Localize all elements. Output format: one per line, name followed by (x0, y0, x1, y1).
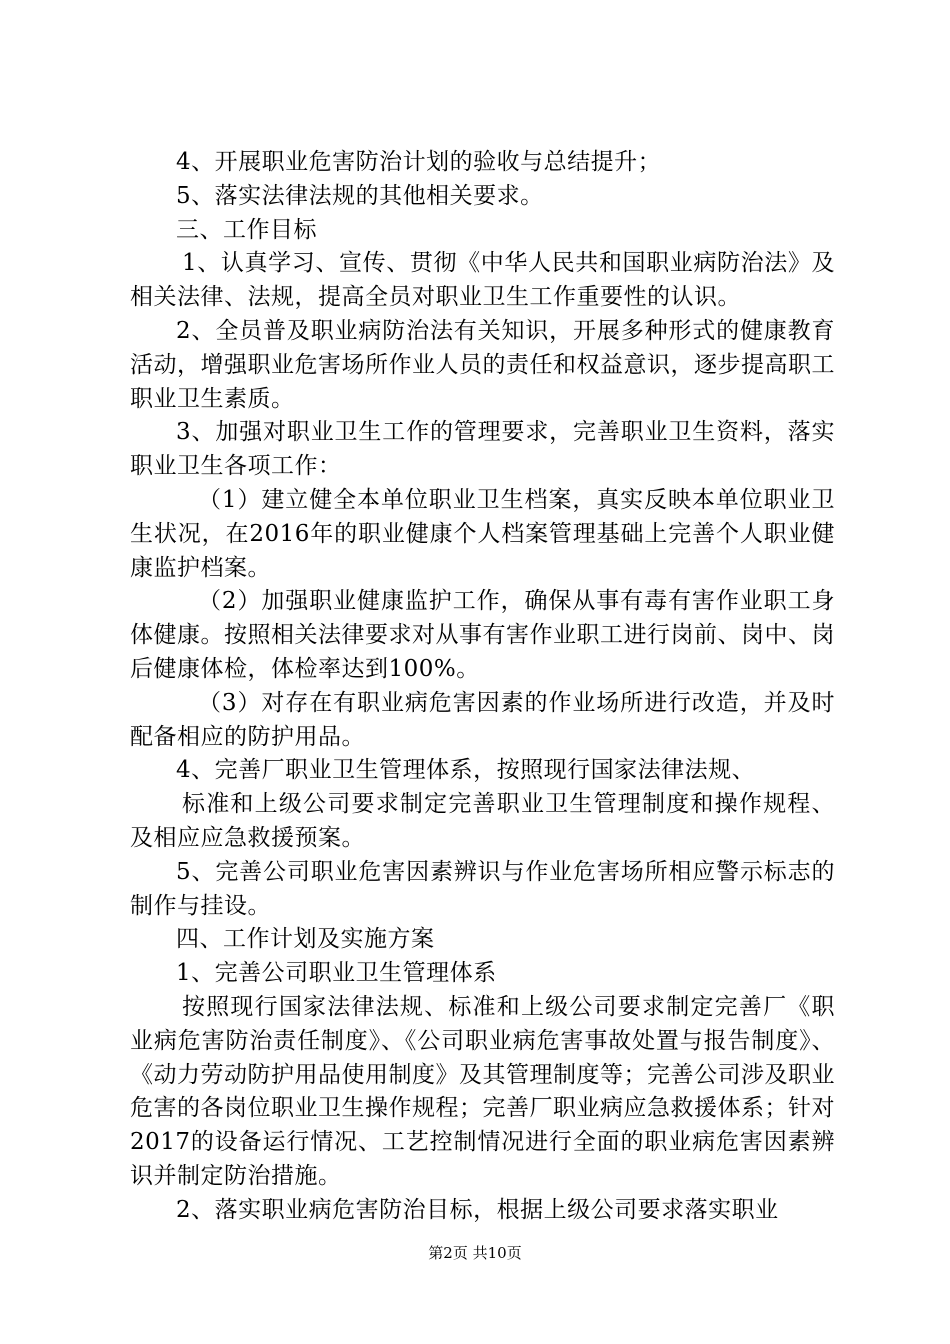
section-heading-plan: 四、工作计划及实施方案 (176, 926, 435, 953)
paragraph-4: 1、认真学习、宣传、贯彻《中华人民共和国职业病防治法》及相关法律、法规，提高全员对职业卫生工作重要性的认识。 (130, 250, 835, 311)
paragraph-7: （1）建立健全本单位职业卫生档案，真实反映本单位职业卫生状况，在2016年的职业健康个人档案管理基础上完善个人职业健康监护档案。 (130, 486, 835, 581)
paragraph-11: 标准和上级公司要求制定完善职业卫生管理制度和操作规程、及相应应急救援预案。 (130, 791, 835, 851)
paragraph-5: 2、全员普及职业病防治法有关知识，开展多种形式的健康教育活动，增强职业危害场所作业人员的责任和权益意识，逐步提高职工职业卫生素质。 (130, 317, 835, 412)
paragraph-15: 按照现行国家法律法规、标准和上级公司要求制定完善厂《职业病危害防治责任制度》、《公司职业病危害事故处置与报告制度》、《动力劳动防护用品使用制度》及其管理制度等；完善公司涉及职业危害的各岗位职业卫生操作规程；完善厂职业病应急救援体系；针对2017的设备运行情况、工艺控制情况进行全面的职业病危害因素辨识并制定防治措施。 (130, 993, 835, 1189)
subheading-management-system: 1、完善公司职业卫生管理体系 (176, 960, 497, 987)
paragraph-6: 3、加强对职业卫生工作的管理要求，完善职业卫生资料，落实职业卫生各项工作： (130, 419, 835, 480)
paragraph-16: 2、落实职业病危害防治目标，根据上级公司要求落实职业 (176, 1196, 779, 1223)
paragraph-9: （3）对存在有职业病危害因素的作业场所进行改造，并及时配备相应的防护用品。 (130, 689, 835, 750)
page-footer (0, 1243, 950, 1263)
paragraph-8: （2）加强职业健康监护工作，确保从事有毒有害作业职工身体健康。按照相关法律要求对从事有害作业职工进行岗前、岗中、岗后健康体检，体检率达到100%。 (130, 588, 835, 682)
paragraph-2: 5、落实法律法规的其他相关要求。 (176, 182, 544, 209)
paragraph-1: 4、开展职业危害防治计划的验收与总结提升； (176, 149, 662, 175)
section-heading-goals: 三、工作目标 (176, 216, 317, 243)
paragraph-10: 4、完善厂职业卫生管理体系，按照现行国家法律法规、 (176, 757, 756, 784)
page-number-label: 第2页 共10页 (428, 1244, 522, 1262)
paragraph-12: 5、完善公司职业危害因素辨识与作业危害场所相应警示标志的制作与挂设。 (130, 858, 835, 919)
document-body (130, 146, 835, 1228)
